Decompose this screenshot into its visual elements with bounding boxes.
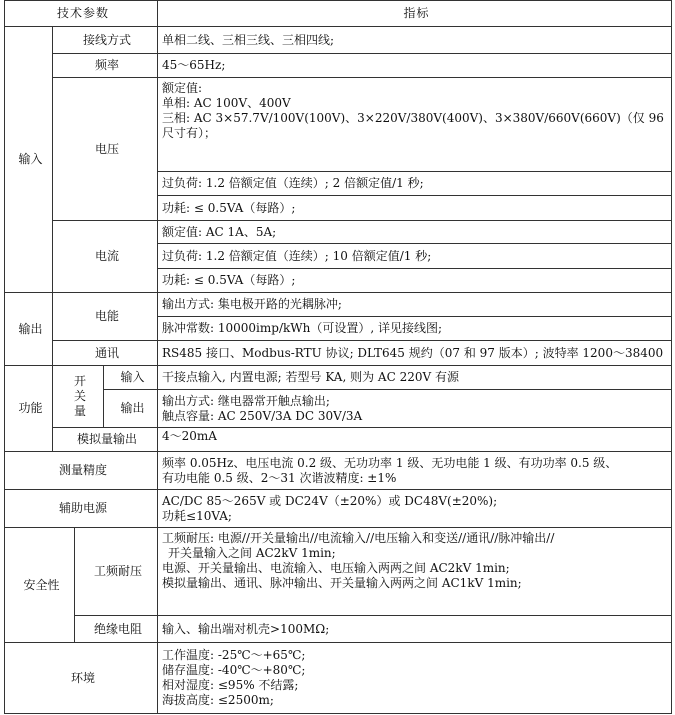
switch-char: 开: [73, 374, 86, 388]
value-voltage-power: 功耗: ≤ 0.5VA（每路）;: [158, 196, 672, 221]
value-analog: 4～20mA: [158, 428, 672, 452]
label-switch: [53, 366, 104, 428]
label-current: 电流: [53, 221, 158, 293]
value-comm: RS485 接口、Modbus-RTU 协议; DLT645 规约（07 和 97 版本）; 波特率 1200～38400: [158, 341, 672, 366]
row-frequency: [5, 54, 672, 78]
row-current-rated: [5, 221, 672, 244]
header-param: 技术参数: [5, 1, 158, 27]
row-withstand: [5, 528, 672, 616]
group-function: 功能: [5, 366, 53, 452]
label-analog: 模拟量输出: [53, 428, 158, 452]
label-voltage: 电压: [53, 78, 158, 221]
group-input: 输入: [5, 27, 53, 293]
label-switch-input: 输入: [104, 366, 158, 390]
value-wiring: 单相二线、三相三线、三相四线;: [158, 27, 672, 54]
label-withstand: 工频耐压: [75, 528, 158, 616]
label-energy: 电能: [53, 293, 158, 341]
row-voltage-rated: [5, 78, 672, 172]
row-wiring: [5, 27, 672, 54]
voltage-rated-line: 单相: AC 100V、400V: [162, 96, 291, 110]
row-aux-power: [5, 490, 672, 528]
label-wiring: 接线方式: [53, 27, 158, 54]
label-insulation: 绝缘电阻: [75, 616, 158, 643]
value-current-power: 功耗: ≤ 0.5VA（每路）;: [158, 269, 672, 293]
label-switch-output: 输出: [104, 390, 158, 428]
aux-power-line: AC/DC 85～265V 或 DC24V（±20%）或 DC48V(±20%);: [162, 493, 498, 508]
value-current-rated: 额定值: AC 1A、5A;: [158, 221, 672, 244]
environment-line: 相对湿度: ≤95% 不结露;: [162, 678, 299, 692]
value-aux-power: [158, 490, 672, 528]
row-insulation: [5, 616, 672, 643]
value-withstand: [158, 528, 672, 616]
value-current-overload: 过负荷: 1.2 倍额定值（连续）; 10 倍额定值/1 秒;: [158, 244, 672, 269]
switch-output-line: 输出方式: 继电器常开触点输出;: [162, 393, 330, 408]
value-energy-constant: 脉冲常数: 10000imp/kWh（可设置）, 详见接线图;: [158, 317, 672, 341]
voltage-rated-line: 三相: AC 3×57.7V/100V(100V)、3×220V/380V(400V)、3×380V/660V(660V)（仅 96: [162, 111, 664, 125]
value-energy-mode: 输出方式: 集电极开路的光耦脉冲;: [158, 293, 672, 317]
switch-char: 量: [73, 404, 86, 418]
row-switch-output: [5, 390, 672, 428]
row-accuracy: [5, 452, 672, 490]
row-environment: [5, 643, 672, 714]
environment-line: 储存温度: -40℃～+80℃;: [162, 663, 306, 677]
value-environment: [158, 643, 672, 714]
row-switch-input: [5, 366, 672, 390]
label-accuracy: 测量精度: [5, 452, 158, 490]
voltage-rated-line: 额定值:: [162, 81, 203, 95]
value-voltage-rated: [158, 78, 672, 172]
value-switch-input: 干接点输入, 内置电源; 若型号 KA, 则为 AC 220V 有源: [158, 366, 672, 390]
environment-line: 工作温度: -25℃～+65℃;: [162, 648, 306, 662]
label-aux-power: 辅助电源: [5, 490, 158, 528]
value-voltage-overload: 过负荷: 1.2 倍额定值（连续）; 2 倍额定值/1 秒;: [158, 172, 672, 196]
group-safety: 安全性: [5, 528, 75, 643]
withstand-line: 模拟量输出、通讯、脉冲输出、开关量输入两两之间 AC1kV 1min;: [162, 576, 522, 590]
voltage-rated-line: 尺寸有）；: [162, 126, 217, 140]
accuracy-line: 有功电能 0.5 级、2～31 次谐波精度: ±1%: [162, 470, 397, 485]
row-analog: [5, 428, 672, 452]
group-output: 输出: [5, 293, 53, 366]
row-energy-mode: [5, 293, 672, 317]
value-frequency: 45～65Hz;: [158, 54, 672, 78]
header-spec: 指标: [158, 1, 672, 27]
label-environment: 环境: [5, 643, 158, 714]
accuracy-line: 频率 0.05Hz、电压电流 0.2 级、无功功率 1 级、无功电能 1 级、有功功率 0.5 级、: [162, 455, 618, 470]
switch-char: 关: [73, 389, 86, 403]
spec-table: [4, 0, 672, 714]
aux-power-line: 功耗≤10VA;: [162, 508, 232, 523]
value-insulation: 输入、输出端对机壳>100MΩ;: [158, 616, 672, 643]
withstand-line: 电源、开关量输出、电流输入、电压输入两两之间 AC2kV 1min;: [162, 561, 510, 575]
header-row: [5, 1, 672, 27]
environment-line: 海拔高度: ≤2500m;: [162, 693, 274, 707]
withstand-line: 开关量输入之间 AC2kV 1min;: [168, 546, 336, 560]
value-switch-output: [158, 390, 672, 428]
label-frequency: 频率: [53, 54, 158, 78]
row-comm: [5, 341, 672, 366]
switch-output-line: 触点容量: AC 250V/3A DC 30V/3A: [162, 408, 363, 423]
withstand-line: 工频耐压: 电源//开关量输出//电流输入//电压输入和变送//通讯//脉冲输出//: [162, 531, 555, 545]
value-accuracy: [158, 452, 672, 490]
label-comm: 通讯: [53, 341, 158, 366]
